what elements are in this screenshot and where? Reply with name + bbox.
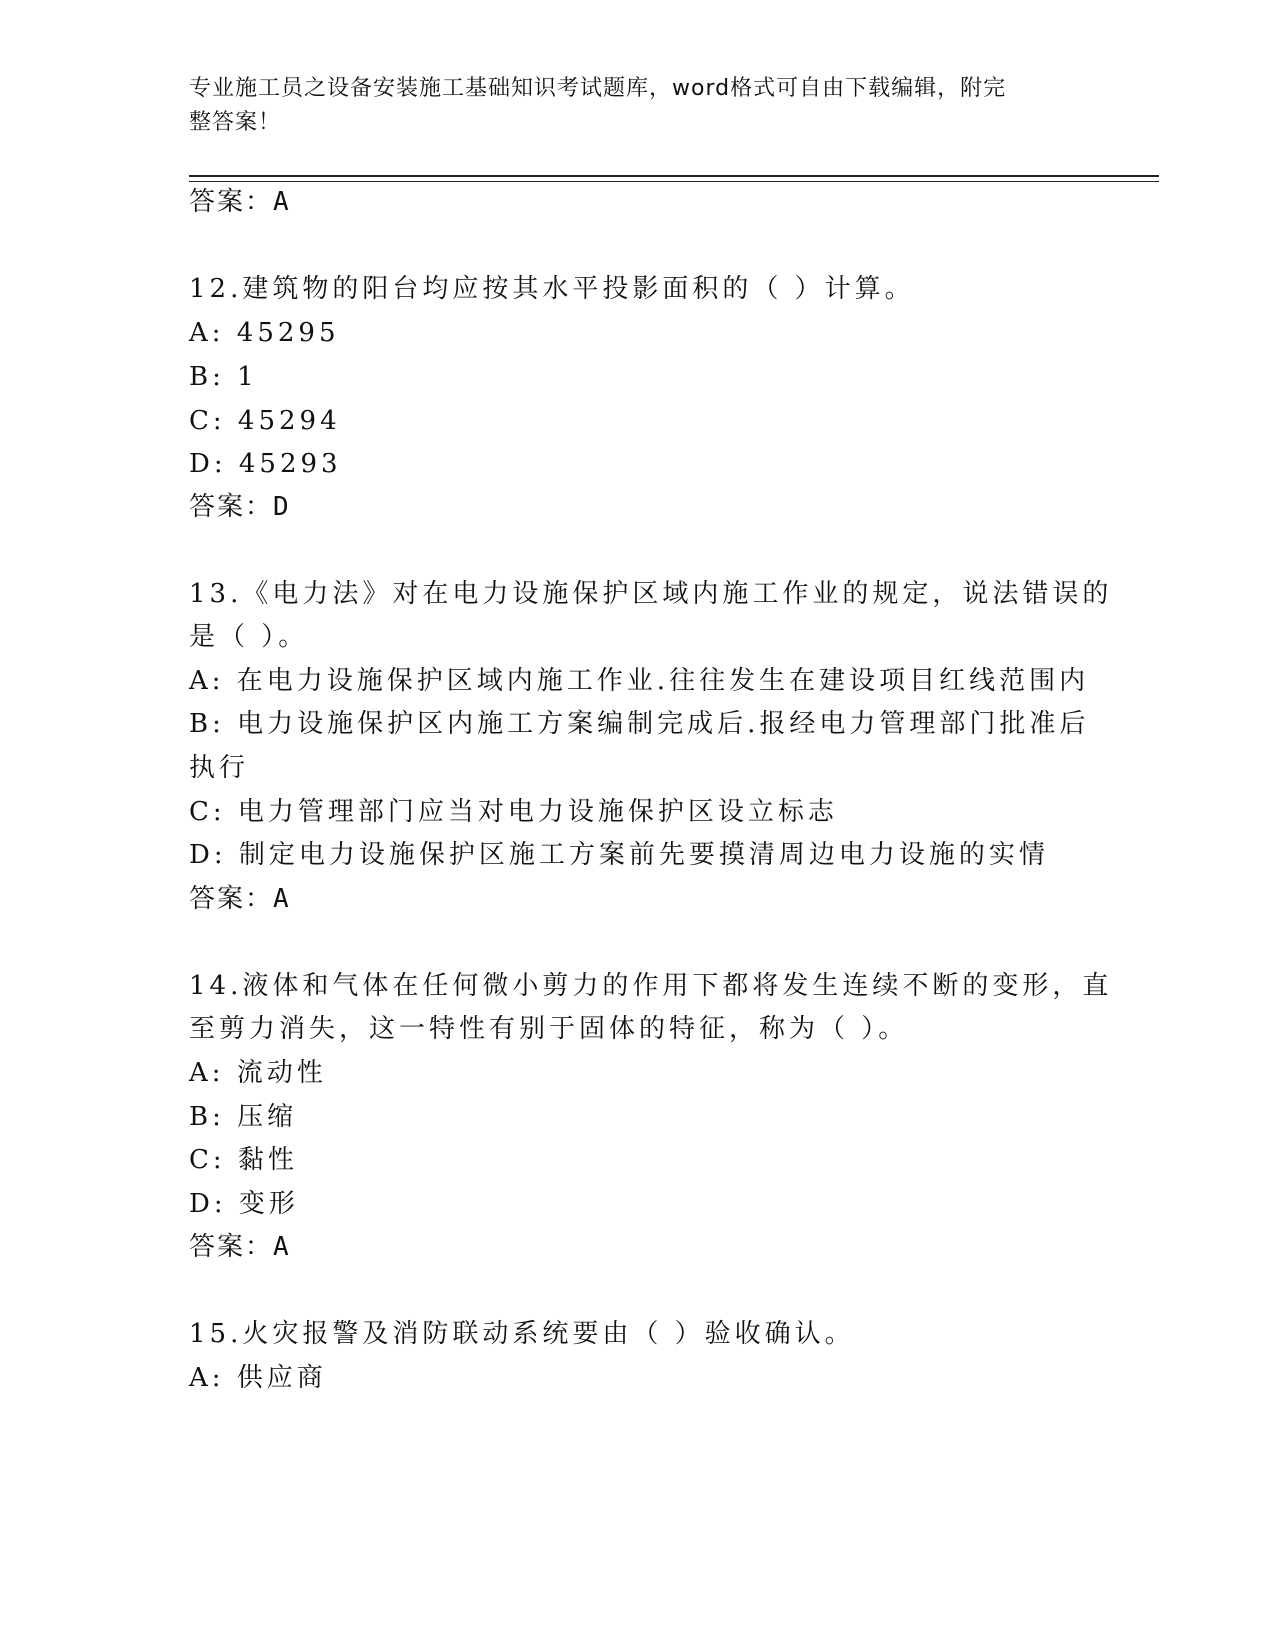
header-line-1: 专业施工员之设备安装施工基础知识考试题库，word格式可自由下载编辑，附完 xyxy=(189,76,1007,101)
answer-label: 答案： xyxy=(189,1232,274,1262)
answer-line xyxy=(189,882,291,916)
answer-line xyxy=(189,1230,291,1264)
answer-value: D xyxy=(273,492,291,522)
option-a: A: 45295 xyxy=(189,318,340,348)
option-a: A: 流动性 xyxy=(189,1058,327,1088)
option-c: C: 45294 xyxy=(189,406,341,436)
option-b-continued: 执行 xyxy=(189,753,250,783)
document-header xyxy=(189,72,1069,140)
option-b: B: 1 xyxy=(189,362,258,392)
question-stem: 15.火灾报警及消防联动系统要由（ ）验收确认。 xyxy=(189,1319,855,1349)
answer-line xyxy=(189,490,291,524)
answer-value: A xyxy=(273,884,291,914)
question-stem-continued: 至剪力消失，这一特性有别于固体的特征，称为（ ）。 xyxy=(189,1014,909,1044)
question-stem: 13.《电力法》对在电力设施保护区域内施工作业的规定，说法错误的 xyxy=(189,579,1113,609)
option-c: C: 黏性 xyxy=(189,1145,298,1175)
question-stem: 14.液体和气体在任何微小剪力的作用下都将发生连续不断的变形，直 xyxy=(189,971,1113,1001)
answer-value: A xyxy=(273,1232,291,1262)
option-b: B: 压缩 xyxy=(189,1102,298,1132)
option-a: A: 供应商 xyxy=(189,1363,327,1393)
question-stem-continued: 是（ ）。 xyxy=(189,622,309,652)
answer-label: 答案： xyxy=(189,492,274,522)
option-b: B: 电力设施保护区内施工方案编制完成后.报经电力管理部门批准后 xyxy=(189,709,1090,739)
option-c: C: 电力管理部门应当对电力设施保护区设立标志 xyxy=(189,797,838,827)
header-divider xyxy=(189,175,1159,177)
answer-label: 答案： xyxy=(189,884,274,914)
question-stem: 12.建筑物的阳台均应按其水平投影面积的（ ）计算。 xyxy=(189,274,915,304)
header-divider-thin xyxy=(189,181,1159,182)
option-d: D: 变形 xyxy=(189,1189,299,1219)
option-a: A: 在电力设施保护区域内施工作业.往往发生在建设项目红线范围内 xyxy=(189,666,1090,696)
answer-value: A xyxy=(273,187,291,217)
option-d: D: 制定电力设施保护区施工方案前先要摸清周边电力设施的实情 xyxy=(189,840,1049,870)
answer-line xyxy=(189,185,291,219)
option-d: D: 45293 xyxy=(189,449,342,479)
answer-label: 答案： xyxy=(189,187,274,217)
header-line-2: 整答案！ xyxy=(189,110,282,135)
